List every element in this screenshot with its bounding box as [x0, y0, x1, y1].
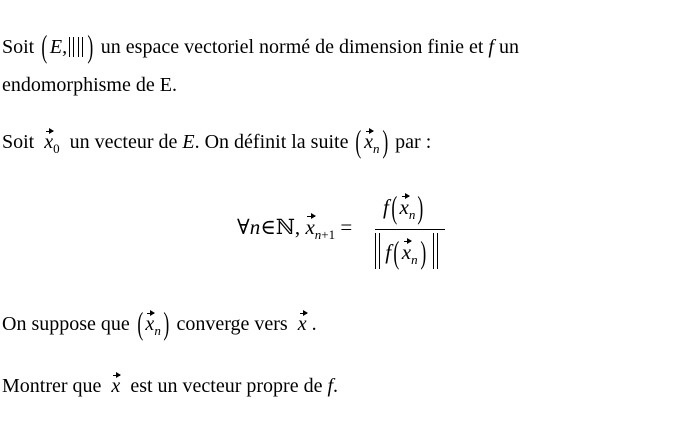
- sub-0: 0: [53, 141, 60, 156]
- vector-x-numerator: x: [399, 195, 409, 219]
- vector-xn-3: x: [145, 313, 155, 335]
- recurrence-formula: [237, 189, 477, 275]
- den-left-paren: (: [393, 234, 400, 270]
- forall-symbol: ∀: [237, 215, 250, 239]
- paragraph-3-text-b: converge vers: [176, 313, 288, 335]
- n-variable: n: [249, 215, 261, 239]
- norm-bar-right: [78, 37, 83, 57]
- f-symbol: f: [488, 36, 494, 58]
- vector-x-limit: x: [297, 313, 307, 335]
- fraction: [375, 189, 447, 275]
- vector-x-n-plus-1: x: [305, 215, 315, 239]
- soit-word: Soit: [2, 36, 35, 58]
- left-paren: (: [41, 28, 48, 64]
- f-symbol-4: f: [327, 375, 334, 397]
- norm-bar-left: [69, 37, 74, 57]
- norm-right: [433, 233, 438, 269]
- norm-left: [375, 233, 380, 269]
- paragraph-3-text-a: On suppose que: [2, 313, 130, 335]
- paragraph-1-line-2: endomorphisme de E.: [2, 74, 177, 96]
- sub-plus-one: +1: [321, 227, 336, 242]
- formula-lhs: [237, 215, 352, 243]
- left-paren-3: (: [137, 305, 144, 341]
- fraction-bar: [375, 229, 445, 230]
- period-3: .: [311, 313, 317, 335]
- vector-x-denominator: x: [401, 240, 412, 264]
- equals-sign: =: [340, 215, 353, 239]
- paragraph-2: [2, 123, 432, 161]
- paragraph-1-line-1: [2, 28, 519, 64]
- paragraph-1-text-a: un espace vectoriel normé de dimension finie et: [100, 36, 484, 58]
- fraction-numerator: [383, 189, 426, 225]
- vector-x-4: x: [111, 375, 121, 397]
- vector-xn: x: [364, 131, 373, 153]
- paragraph-1-text-b: un: [498, 36, 519, 58]
- paragraph-2-text-a: un vecteur de: [69, 131, 178, 153]
- vector-x0: x: [44, 131, 54, 153]
- right-paren-3: ): [163, 305, 170, 341]
- paragraph-2-text-c: par :: [395, 131, 432, 153]
- fraction-denominator: [375, 233, 438, 269]
- space-E: E,: [49, 36, 68, 58]
- right-paren: ): [87, 28, 94, 64]
- period-4: .: [333, 375, 339, 397]
- left-paren-2: (: [355, 123, 362, 159]
- paragraph-3: [2, 305, 317, 343]
- naturals-symbol: ℕ,: [275, 215, 301, 239]
- f-numerator: f: [383, 195, 389, 219]
- soit-word-2: Soit: [2, 131, 35, 153]
- in-symbol: ∈: [260, 215, 276, 239]
- paragraph-4-text-a: Montrer que: [2, 375, 102, 397]
- num-right-paren: ): [417, 189, 424, 225]
- sub-n-index: n: [314, 227, 322, 242]
- f-denominator: f: [385, 240, 392, 264]
- sub-n: n: [373, 141, 380, 156]
- paragraph-2-text-b: . On définit la suite: [194, 131, 349, 153]
- paragraph-4: [2, 374, 338, 398]
- paragraph-4-text-b: est un vecteur propre de: [130, 375, 323, 397]
- space-E-2: E: [182, 131, 195, 153]
- sub-n-denominator: n: [411, 252, 418, 267]
- right-paren-2: ): [381, 123, 388, 159]
- sub-n-plus: [315, 227, 335, 242]
- den-right-paren: ): [419, 234, 426, 270]
- sub-n-3: n: [154, 323, 161, 338]
- sub-n-numerator: n: [408, 207, 416, 222]
- num-left-paren: (: [391, 189, 398, 225]
